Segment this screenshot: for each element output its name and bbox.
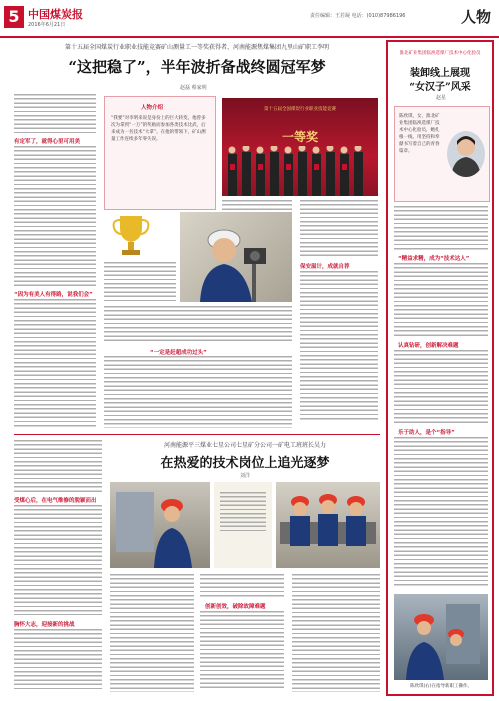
photo-caption-lines (220, 492, 266, 532)
issue-date: 2016年6月21日 (28, 22, 66, 28)
story2-text-col1b (14, 505, 102, 615)
profile-kicker: 淮北矿业集团临涣选煤厂技术中心化验员 (399, 51, 481, 56)
profile-text-d (394, 437, 488, 587)
story1-subhead-3: “一定是赶超成功过头” (150, 350, 207, 356)
story1-text-col1a (14, 94, 96, 134)
story1-subhead-4: 保安温计，成就自荐 (300, 264, 350, 270)
section-title: 人物 (460, 8, 491, 26)
story1-headline: “这把稳了”，半年波折备战终圆冠军梦 (68, 58, 326, 76)
profile-text-c (394, 350, 488, 424)
story2-text-col3a (200, 574, 284, 598)
electrician-photo-2 (276, 482, 380, 568)
profile-byline: 赵星 (436, 95, 447, 101)
profile-headline-1: 装卸线上展现 (410, 68, 470, 79)
story1-kicker: 第十五届全国煤炭行业职业技能竞赛矿山测量工一等奖获得者、河南能源焦煤集团九里山矿职工李明 (64, 44, 329, 51)
page-number: 5 (4, 6, 24, 28)
story1-text-col1c (14, 299, 96, 429)
profile-work-photo (394, 594, 488, 680)
story1-text-col2b (104, 306, 292, 344)
masthead (0, 0, 499, 38)
story2-subhead-1: 受煤心后，在电气维修的脱颖而出 (14, 498, 97, 504)
story2-text-col2 (110, 574, 194, 692)
photo-award-text: 一等奖 (281, 130, 318, 144)
story2-subhead-3: 胸怀大志，迎接新的挑战 (14, 622, 75, 628)
story2-subhead-2: 创新创效，破除故障难题 (205, 604, 266, 610)
profile-intro-box (394, 106, 490, 202)
profile-intro-text: 陈欣琪，女，淮北矿业集团临涣选煤厂技术中心化验员，她扎根一线，用坚持和奉献书写着自己的青春篇章。 (399, 114, 440, 154)
photo-banner-text: 第十五届全国煤炭行业职业技能竞赛 (264, 107, 336, 112)
profile-headline-2: “女汉子”风采 (409, 82, 471, 93)
paper-name: 中国煤炭报 (28, 8, 83, 21)
story-divider (14, 434, 380, 435)
story1-text-col4b (300, 271, 378, 421)
story2-kicker: 河南能源平三煤业七星公司七星矿分公司一矿电工班班长吴力 (163, 442, 326, 449)
editor-info: 责任编辑：王若凝 电话：(010)87986196 (310, 13, 406, 19)
profile-sidebar (386, 40, 494, 696)
profile-text-a (394, 206, 488, 250)
profile-photo-caption: 陈欣琪(右)在指导新职工操作。 (409, 684, 472, 689)
story1-sidebar-text: “我要”对李明来说是身份上的巨大转变。他曾多次为拿到“一万”的奖励而参加各类技术比武，后来成为一名技术“大拿”。在他的带领下，矿山测量工作连续多年零失误。 (111, 116, 206, 142)
story2-text-col3b (200, 611, 284, 691)
story1-text-col1b (14, 146, 96, 286)
profile-subhead-3: 乐于助人，是个“指导” (398, 430, 455, 436)
story2-text-col4 (292, 574, 380, 692)
story2-text-col1a (14, 440, 102, 492)
story2-headline: 在热爱的技术岗位上追光逐梦 (160, 456, 330, 471)
profile-text-b (394, 263, 488, 337)
award-ceremony-photo (222, 98, 378, 196)
story1-sidebar-title: 人物介绍 (141, 105, 164, 111)
profile-subhead-2: 认真钻研，创新解决难题 (398, 343, 459, 349)
story1-text-col2a (104, 262, 176, 304)
profile-portrait (447, 131, 485, 177)
story2-byline: 刘洋 (240, 473, 251, 479)
story1-byline: 赵磊 蔡家明 (180, 85, 207, 91)
profile-subhead-1: “精益求精，成为“技术达人” (398, 256, 470, 262)
trophy-icon (110, 212, 152, 258)
electrician-photo-1 (110, 482, 210, 568)
story1-profile-box (104, 96, 216, 210)
surveyor-photo (180, 212, 292, 302)
story1-subhead-1: 有定军了，就得心里可用美 (14, 139, 81, 145)
story1-subhead-2: “因为有美人有得路，说我们会” (14, 292, 93, 298)
story1-text-col2c (104, 356, 292, 428)
story2-text-col1c (14, 629, 102, 691)
photo-caption-panel (214, 482, 272, 568)
story1-text-col4a (300, 200, 378, 258)
